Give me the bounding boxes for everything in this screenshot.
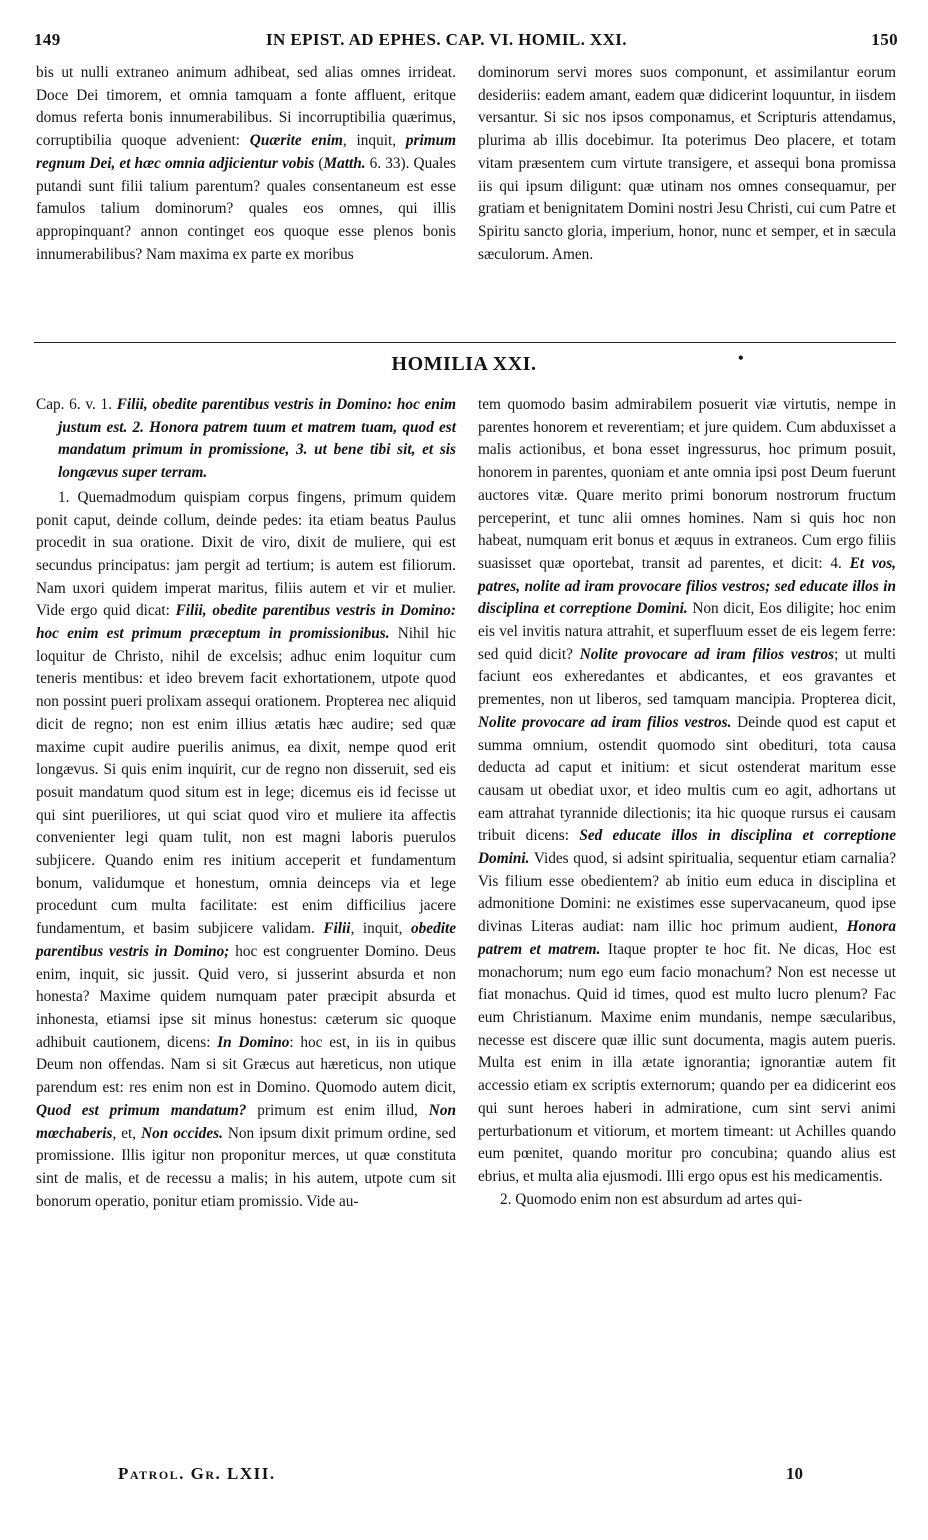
column-bottom-left — [36, 394, 456, 1213]
italic-run: primum regnum Dei, et hæc omnia adjicientur vobis — [36, 132, 457, 172]
printer-mark: • — [738, 350, 744, 367]
italic-run: Non occides. — [141, 1124, 223, 1142]
paragraph — [36, 62, 456, 266]
italic-run: Matth. — [323, 154, 366, 172]
footer-number: 10 — [786, 1464, 803, 1483]
text-run: ; ut multi faciunt eos exheredantes et abdicantes, et eos gravantes et prementes, non ut liberos, sed tamquam mancipia. Propterea dicit, — [478, 645, 896, 709]
italic-run: obedite parentibus vestris in Domino; — [36, 920, 457, 960]
paragraph — [478, 394, 896, 1189]
footer-signature: Patrol. Gr. LXII. — [118, 1464, 276, 1483]
italic-run: Et vos, patres, nolite ad iram provocare filios vestros; sed educate illos in disciplina et correptione Domini. — [478, 554, 896, 618]
paragraph — [478, 1189, 896, 1212]
text-run: Non ipsum dixit primum ordine, sed promissione. Illis igitur non proponitur merces, ut quæ constituta sint de malis, et de recessu a malis; in his autem, utpote cum sit bonorum operatio, ponitur etiam promissio. Vide au- — [36, 1124, 456, 1210]
running-head — [34, 30, 898, 56]
italic-run: Nolite provocare ad iram filios vestros. — [478, 713, 732, 731]
paragraph — [36, 487, 456, 1214]
text-run: Itaque propter te hoc fit. Ne dicas, Hoc est monachorum; num ego eum facio monachum? Non est necesse ut fiat monachus. Quid id times, quod est multo lucro plenum? Fac eum Christianum. Maxime enim mundanis, nempe sæcularibus, necesse est discere quæ illic sunt documenta, magis autem pueris. Multa est enim in illa ætate ignorantia; ignorantiæ autem fit accessio etiam ex scriptis externorum; quando per ea didicerint eos qui sunt heroes haberi in admiratione, cum sint servi animi perturbationum et vitiorum, et mortem timeant: ut Achilles quando eum pœnitet, quando moritur pro concubina; quando alius est ebrius, et multa alia ejusmodi. Illi ergo opus est his medicamentis. — [478, 940, 896, 1185]
text-run: Cap. 6. v. 1. — [36, 396, 117, 413]
column-top-right — [478, 62, 896, 266]
homily-title: HOMILIA XXI. — [391, 353, 537, 375]
text-run: bis ut nulli extraneo animum adhibeat, sed alias omnes irrideat. Doce Dei timorem, et omnia tamquam a fonte affluent, eritque domus referta bonis innumerabilibus. Si incorruptibilia quærimus, corruptibilia quoque advenient: — [36, 64, 456, 150]
italic-run: Non mœchaberis — [36, 1101, 456, 1142]
text-run: 6. 33). Quales putandi sunt filii talium parentum? quales consentaneum est esse famulos talium dominorum? quales eos omnes, qui illis appropinquant? annon continget eos quoque esse plenos bonis innumerabilibus? Nam maxima ex parte ex moribus — [36, 154, 457, 263]
text-run: 2. Quomodo enim non est absurdum ad artes qui- — [500, 1190, 803, 1208]
text-run: Deinde quod est caput et summa omnium, ostendit quomodo sint obedituri, tota causa deducta ad caput et initium: et sicut ostenderat maritum esse causam ut obediat uxor, et ideo multis cum eo agit, adhortans ut eam attrahat tyrannide dilectionis; ita hic quoque rursus ei causam tribuit dicens: — [478, 713, 896, 845]
text-run: ( — [314, 154, 324, 172]
italic-run: Filii — [323, 920, 351, 938]
text-run: : hoc est, in iis in quibus Deum non offendas. Nam si sit Græcus aut hæreticus, non utique parendum est: res enim non est in Domino. Quomodo autem dicit, — [36, 1033, 456, 1097]
text-run: , et, — [112, 1124, 142, 1142]
text-run: primum est enim illud, — [246, 1101, 429, 1119]
text-run: tem quomodo basim admirabilem posuerit viæ virtutis, nempe in parentes honorem et reverentiam; et jure quidem. Cum abduxisset a malis actionibus, et bona esset ingressurus, hoc primum posuit, honorem in parentes, quoniam et ante omnia ipsi post Deum fuerunt auctores vitæ. Quare merito primi bonorum nostrorum fructum perceperint, et tunc alii omnes homines. Nam si quis hoc non habeat, numquam erit bonus et æquus in extraneos. Cum ergo filiis suasisset quæ oportebat, transit ad parentes, et dicit: 4. — [478, 396, 896, 572]
italic-run: Filii, obedite parentibus vestris in Domino: hoc enim est primum præceptum in promissionibus. — [36, 602, 456, 643]
page-number-right: 150 — [871, 30, 898, 49]
text-run: Vides quod, si adsint spiritualia, sequentur etiam carnalia? Vis filium esse obedientem? ab initio eum educa in disciplina et admonitione Domini: ne existimes esse supervacaneum, quod ipse divinas Literas audiat: nam illic hoc primum audient, — [478, 850, 896, 936]
text-run: Non dicit, Eos diligite; hoc enim eis vel invitis natura attrahit, et superfluum esset de eis legem ferre: sed quid dicit? — [478, 600, 896, 663]
text-run: dominorum servi mores suos componunt, et assimilantur eorum desideriis: eadem amant, eadem quæ didicerint loquuntur, in iisdem versantur. Si sic nos ipsos componamus, et Scripturis attendamus, plurima ab illis docebimur. Ita poterimus Deo placere, et totam vitam præsentem cum virtute transigere, et assequi bona promissa iis qui ipsum diligunt: quæ utinam nos omnes consequamur, per gratiam et benignitatem Domini nostri Jesu Christi, cui cum Patre et Spiritu sancto gloria, imperium, honor, nunc et semper, et in sæcula sæculorum. Amen. — [478, 64, 896, 263]
section-divider — [34, 342, 896, 343]
page-number-left: 149 — [34, 30, 61, 49]
text-run: hoc est congruenter Domino. Deus enim, inquit, sic jussit. Quid vero, si jusserint absurda et non honesta? Maxime quidem numquam pater præcipit absurda et inhonesta, etiamsi ipse sit minus honestus: cæterum sic quoque adhibuit cautionem, dicens: — [36, 942, 456, 1051]
text-run: 1. Quemadmodum quispiam corpus fingens, primum quidem ponit caput, deinde collum, deinde pedes: ita etiam beatus Paulus procedit in sua oratione. Dixit de viro, dixit de muliere, qui est secundus principatus: jam pergit ad tertium; is autem est filiorum. Nam uxori quidem imperat maritus, filiis autem et vir et mulier. Vide ergo quid dicat: — [36, 488, 456, 620]
column-top-left — [36, 62, 456, 266]
italic-run: Filii, obedite parentibus vestris in Domino: hoc enim justum est. 2. Honora patrem tuum et matrem tuam, quod est mandatum primum in promissione, 3. ut bene tibi sit, et sis longævus super terram. — [58, 396, 457, 482]
text-run: , inquit, — [342, 132, 406, 150]
text-run: , inquit, — [350, 920, 411, 938]
italic-run: Honora patrem et matrem. — [478, 918, 896, 958]
italic-run: Nolite provocare ad iram filios vestros — [579, 645, 835, 663]
text-run: Nihil hic loquitur de Christo, nihil de excelsis; adhuc enim loquitur cum teneris mentibus: et ideo brevem facit exhortationem, utpote quod non possint pueri prolixam assequi orationem. Propterea nec aliquid dicit de regno; non est enim illius ætatis hæc audire; sed quæ maxime cupit audire puerilis animus, ea dixit, nempe quod erit longævus. Si quis enim inquirit, cur de regno non disseruit, sed eis posuit mandatum quod situm est in lege; dicemus eis id fecisse ut qui sint pueriliores, ut qui sciat quod viro et muliere ita affectis convenienter legi quam tulit, non est magni laboris puerulos subjicere. Quando enim res initium acceperit et fundamentum bonum, validumque et honestum, omnia deinceps via et lege procedunt cum multa facilitate: est enim difficilius jacere fundamentum, et basim subjicere validam. — [36, 625, 456, 938]
italic-run: Sed educate illos in disciplina et correptione Domini. — [478, 827, 896, 868]
paragraph — [478, 62, 896, 266]
chapter-summary — [36, 394, 456, 485]
running-head-title: IN EPIST. AD EPHES. CAP. VI. HOMIL. XXI. — [266, 30, 627, 49]
italic-run: Quod est primum mandatum? — [36, 1101, 247, 1119]
column-bottom-right — [478, 394, 896, 1211]
italic-run: Quærite enim — [249, 132, 343, 150]
italic-run: In Domino — [217, 1033, 290, 1051]
